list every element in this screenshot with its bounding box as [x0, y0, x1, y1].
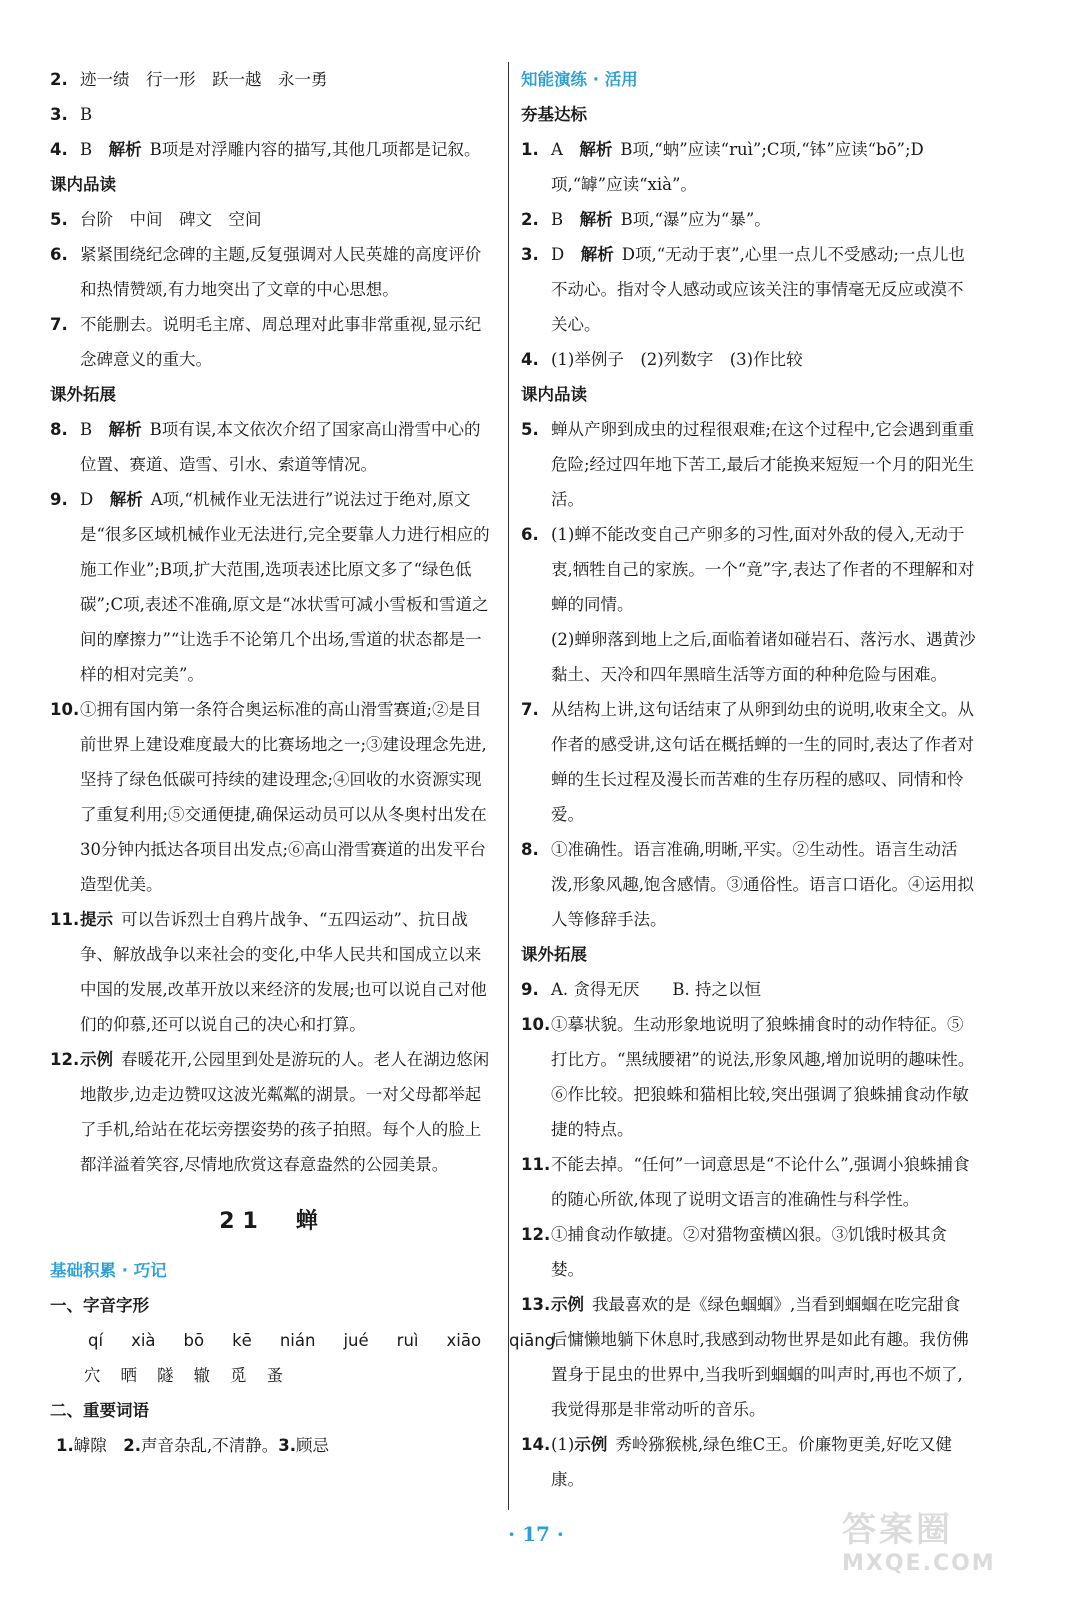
vocab-answers: 1.罅隙 2.声音杂乱,不清静。3.顾忌 [56, 1436, 329, 1455]
answer-12: 12. 示例 春暖花开,公园里到处是游玩的人。老人在湖边悠闲地散步,边走边赞叹这波光粼粼的湖景。一对父母都举起了手机,给站在花坛旁摆姿势的孩子拍照。每个人的脸上都洋溢着笑容,尽情地欣赏这春意盎然的公园美景。 [50, 1050, 490, 1174]
hanzi-item: 觅 [230, 1366, 247, 1385]
answer-r6-part1: 6. (1)蝉不能改变自己产卵多的习性,面对外敌的侵入,无动于衷,牺牲自己的家族。一个“竟”字,表达了作者的不理解和对蝉的同情。 [521, 525, 975, 614]
answer-r9: 9. A. 贪得无厌 B. 持之以恒 [521, 980, 762, 999]
answer-r11: 11. 不能去掉。“任何”一词意思是“不论什么”,强调小狼蛛捕食的随心所欲,体现了说明文语言的准确性与科学性。 [521, 1155, 970, 1209]
answer-7: 7. 不能删去。说明毛主席、周总理对此事非常重视,显示纪念碑意义的重大。 [50, 315, 482, 369]
answer-10: 10. ①拥有国内第一条符合奥运标准的高山滑雪赛道;②是目前世界上建设难度最大的比赛场地之一;③建设理念先进,坚持了绿色低碳可持续的建设理念;④回收的水资源实现了重复利用;⑤交通便捷,确保运动员可以从冬奥村出发在30分钟内抵达各项目出发点;⑥高山滑雪赛道的出发平台造型优美。 [50, 700, 487, 894]
pinyin-item: xià [131, 1331, 156, 1350]
answer-r3: 3. D 解析 D项,“无动于衷”,心里一点儿不受感动;一点儿也不动心。指对令人感动或应该关注的事情毫无反应或漠不关心。 [521, 245, 965, 334]
watermark-logo [842, 1502, 1032, 1582]
pinyin-item: qí [88, 1331, 104, 1350]
section-heading-extension: 课外拓展 [50, 385, 116, 404]
watermark-url: MXQE.COM [842, 1551, 996, 1576]
pinyin-item: xiāo [446, 1331, 482, 1350]
answer-2: 2. 迹一绩 行一形 跃一越 永一勇 [50, 70, 328, 89]
pinyin-row [50, 1323, 556, 1358]
hanzi-item: 隧 [157, 1366, 174, 1385]
pinyin-item: qiāng [509, 1331, 556, 1350]
answer-r5: 5. 蝉从产卵到成虫的过程很艰难;在这个过程中,它会遇到重重危险;经过四年地下苦工,最后才能换来短短一个月的阳光生活。 [521, 420, 975, 509]
pinyin-item: bō [183, 1331, 205, 1350]
pinyin-item: ruì [396, 1331, 419, 1350]
pinyin-item: kē [232, 1331, 252, 1350]
answer-6: 6. 紧紧围绕纪念碑的主题,反复强调对人民英雄的高度评价和热情赞颂,有力地突出了文章的中心思想。 [50, 245, 482, 299]
column-divider [508, 62, 509, 1510]
section-heading-extension-right: 课外拓展 [521, 945, 587, 964]
pinyin-item: jué [343, 1331, 369, 1350]
hanzi-item: 穴 [84, 1366, 101, 1385]
answer-r7: 7. 从结构上讲,这句话结束了从卵到幼虫的说明,收束全文。从作者的感受讲,这句话在概括蝉的一生的同时,表达了作者对蝉的生长过程及漫长而苦难的生存历程的感叹、同情和怜爱。 [521, 700, 974, 824]
answer-r10: 10. ①摹状貌。生动形象地说明了狼蛛捕食时的动作特征。⑤打比方。“黑绒腰裙”的说法,形象风趣,增加说明的趣味性。⑥作比较。把狼蛛和猫相比较,突出强调了狼蛛捕食动作敏捷的特点。 [521, 1015, 975, 1139]
answer-4: 4. B 解析 B项是对浮雕内容的描写,其他几项都是记叙。 [50, 140, 481, 159]
section-heading-in-class: 课内品读 [50, 175, 116, 194]
hanzi-item: 晒 [120, 1366, 137, 1385]
lesson-title: 21 蝉 [219, 1209, 326, 1234]
answer-3: 3. B [50, 105, 93, 124]
subheading-pronunciation: 一、字音字形 [50, 1296, 149, 1315]
answer-r14: 14. (1)示例 秀岭猕猴桃,绿色维C王。价廉物更美,好吃又健康。 [521, 1435, 952, 1489]
answer-r2: 2. B 解析 B项,“瀑”应为“暴”。 [521, 210, 771, 229]
right-column [521, 62, 976, 1497]
watermark-text: 答案圈 [842, 1510, 953, 1550]
answer-r6-part2: (2)蝉卵落到地上之后,面临着诸如碰岩石、落污水、遇黄沙黏土、天冷和四年黑暗生活等方面的种种危险与困难。 [551, 630, 976, 684]
answer-8: 8. B 解析 B项有误,本文依次介绍了国家高山滑雪中心的位置、赛道、造雪、引水、索道等情况。 [50, 420, 481, 474]
answer-11: 11. 提示 可以告诉烈士自鸦片战争、“五四运动”、抗日战争、解放战争以来社会的变化,中华人民共和国成立以来中国的发展,改革开放以来经济的发展;也可以说自己对他们的仰慕,还可以说自己的决心和打算。 [50, 910, 487, 1034]
answer-r8: 8. ①准确性。语言准确,明晰,平实。②生动性。语言生动活泼,形象风趣,饱含感情。③通俗性。语言口语化。④运用拟人等修辞手法。 [521, 840, 974, 929]
band-heading-practice: 知能演练 · 活用 [521, 70, 638, 89]
hanzi-item: 辙 [193, 1366, 210, 1385]
pinyin-item: nián [279, 1331, 316, 1350]
section-heading-foundation: 夯基达标 [521, 105, 587, 124]
page-number: · 17 · [508, 1522, 564, 1546]
answer-9: 9. D 解析 A项,“机械作业无法进行”说法过于绝对,原文是“很多区域机械作业无法进行,完全要靠人力进行相应的施工作业”;B项,扩大范围,选项表述比原文多了“绿色低碳”;C项,表述不准确,原文是“冰状雪可减小雪板和雪道之间的摩擦力”“让选手不论第几个出场,雪道的状态都是一样的相对完美”。 [50, 490, 490, 684]
answer-r13: 13. 示例 我最喜欢的是《绿色蝈蝈》,当看到蝈蝈在吃完甜食后慵懒地躺下休息时,我感到动物世界是如此有趣。我仿佛置身于昆虫的世界中,当我听到蝈蝈的叫声时,再也不烦了,我觉得那是非常动听的音乐。 [521, 1295, 969, 1419]
section-heading-in-class-right: 课内品读 [521, 385, 587, 404]
hanzi-row [50, 1358, 495, 1393]
answer-r1: 1. A 解析 B项,“蚋”应读“ruì”;C项,“钵”应读“bō”;D项,“罅”应读“xià”。 [521, 140, 924, 194]
answer-5: 5. 台阶 中间 碑文 空间 [50, 210, 262, 229]
subheading-vocabulary: 二、重要词语 [50, 1401, 149, 1420]
band-heading-basics: 基础积累 · 巧记 [50, 1261, 167, 1280]
answer-r12: 12. ①捕食动作敏捷。②对猎物蛮横凶狠。③饥饿时极其贪婪。 [521, 1225, 947, 1279]
answer-r4: 4. (1)举例子 (2)列数字 (3)作比较 [521, 350, 803, 369]
hanzi-item: 蚤 [266, 1366, 283, 1385]
